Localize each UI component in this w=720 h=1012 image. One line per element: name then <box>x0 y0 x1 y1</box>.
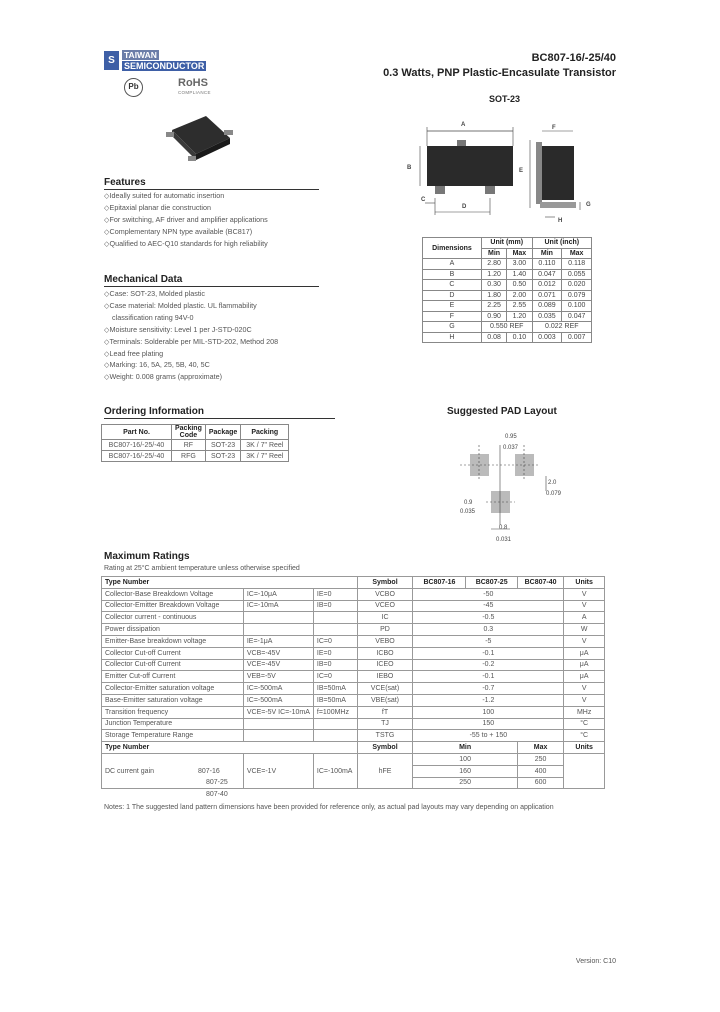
table-cell: IC=0 <box>313 671 357 683</box>
table-cell: VBE(sat) <box>357 694 413 706</box>
part-number-title: BC807-16/-25/40 <box>531 52 616 64</box>
table-cell: 1.80 <box>481 290 506 301</box>
pad-dim-top-in: 0.037 <box>503 445 519 451</box>
table-cell: 0.50 <box>507 280 532 291</box>
table-cell: MHz <box>564 706 605 718</box>
table-cell: IC <box>357 612 413 624</box>
table-cell: 1.20 <box>507 311 532 322</box>
table-cell <box>243 612 313 624</box>
table-cell: 0.118 <box>562 259 592 270</box>
table-cell: 250 <box>517 753 563 765</box>
table-cell: ICBO <box>357 647 413 659</box>
table-cell: RF <box>172 440 206 451</box>
pad-dim-top-mm: 0.95 <box>505 434 517 440</box>
table-cell: 0.007 <box>562 332 592 343</box>
dim-label-b: B <box>407 165 412 171</box>
table-cell: 600 <box>517 777 563 789</box>
table-row <box>102 647 605 659</box>
table-cell <box>313 718 357 730</box>
table-header: BC807-40 <box>517 577 563 589</box>
table-cell: IC=-10mA <box>243 600 313 612</box>
table-cell: 0.071 <box>532 290 562 301</box>
dim-label-f: F <box>552 125 556 131</box>
table-cell: 0.089 <box>532 301 562 312</box>
table-cell: 0.055 <box>562 269 592 280</box>
table-header: Symbol <box>357 577 413 589</box>
table-cell: IB=50mA <box>313 683 357 695</box>
table-cell: 0.047 <box>532 269 562 280</box>
table-cell: °C <box>564 718 605 730</box>
table-cell: 3K / 7" Reel <box>241 440 289 451</box>
table-cell: VCEO <box>357 600 413 612</box>
company-name-line1: TAIWAN <box>124 50 157 60</box>
table-cell: SOT-23 <box>205 440 240 451</box>
table-cell: 1.40 <box>507 269 532 280</box>
document-subtitle: 0.3 Watts, PNP Plastic-Encasulate Transistor <box>383 67 616 79</box>
table-cell: A <box>564 612 605 624</box>
table-header: Max <box>517 742 563 754</box>
table-cell <box>313 624 357 636</box>
table-row <box>102 718 605 730</box>
table-cell: 0.30 <box>481 280 506 291</box>
table-row <box>423 311 592 322</box>
table-header: Packing Code <box>172 425 206 440</box>
table-row <box>102 588 605 600</box>
table-cell: 0.90 <box>481 311 506 322</box>
company-name-line2: SEMICONDUCTOR <box>124 61 205 71</box>
table-cell: 2.25 <box>481 301 506 312</box>
table-cell: 1.20 <box>481 269 506 280</box>
pad-layout-drawing <box>460 440 570 540</box>
table-cell: -45 <box>413 600 564 612</box>
table-cell: TJ <box>357 718 413 730</box>
version-label: Version: C10 <box>575 958 616 965</box>
table-row <box>423 301 592 312</box>
table-cell: 2.55 <box>507 301 532 312</box>
gain-type: 807-16 <box>197 767 220 775</box>
gain-type: 807-40 <box>206 791 228 798</box>
table-cell: IEBO <box>357 671 413 683</box>
table-cell <box>564 753 605 788</box>
table-cell: TSTG <box>357 730 413 742</box>
dim-label-g: G <box>586 202 591 208</box>
table-cell: C <box>423 280 482 291</box>
table-cell: 0.110 <box>532 259 562 270</box>
table-header-row <box>102 577 605 589</box>
list-item: ◇Lead free plating <box>104 348 164 358</box>
table-cell: B <box>423 269 482 280</box>
table-cell: VCBO <box>357 588 413 600</box>
table-header: BC807-16 <box>413 577 466 589</box>
table-cell: °C <box>564 730 605 742</box>
pad-dim-left-in: 0.035 <box>460 509 476 515</box>
table-header: Symbol <box>357 742 413 754</box>
table-cell: A <box>423 259 482 270</box>
table-cell: -0.2 <box>413 659 564 671</box>
table-cell: IE=-1μA <box>243 635 313 647</box>
table-cell: 2.80 <box>481 259 506 270</box>
pad-dim-right-mm: 2.0 <box>548 480 557 486</box>
gain-label-text: DC current gain <box>105 767 155 775</box>
table-cell: f=100MHz <box>313 706 357 718</box>
pad-dim-bot-in: 0.031 <box>496 537 512 543</box>
ratings-heading: Maximum Ratings <box>104 551 190 562</box>
gain-symbol: hFE <box>357 753 413 788</box>
table-header: Packing <box>241 425 289 440</box>
table-cell: 0.10 <box>507 332 532 343</box>
table-cell: Storage Temperature Range <box>102 730 244 742</box>
table-header-row <box>102 425 289 440</box>
table-cell: IE=0 <box>313 588 357 600</box>
table-header: Type Number <box>102 742 358 754</box>
table-cell: -0.1 <box>413 671 564 683</box>
dimensions-table <box>422 237 592 343</box>
table-cell: μA <box>564 671 605 683</box>
transistor-photo-icon <box>160 108 240 168</box>
table-cell: Collector-Base Breakdown Voltage <box>102 588 244 600</box>
table-cell: 3.00 <box>507 259 532 270</box>
table-cell: ICEO <box>357 659 413 671</box>
table-cell: Base-Emitter saturation voltage <box>102 694 244 706</box>
gain-condition: IC=-100mA <box>313 753 357 788</box>
table-cell: Collector-Emitter Breakdown Voltage <box>102 600 244 612</box>
table-cell: -0.7 <box>413 683 564 695</box>
table-header: Units <box>564 742 605 754</box>
table-cell: Collector current - continuous <box>102 612 244 624</box>
table-header: Units <box>564 577 605 589</box>
table-cell <box>243 718 313 730</box>
list-item: ◇Weight: 0.008 grams (approximate) <box>104 372 223 382</box>
list-item: ◇Terminals: Solderable per MIL-STD-202, Method 208 <box>104 336 279 346</box>
table-cell: 0.003 <box>532 332 562 343</box>
table-cell <box>313 612 357 624</box>
table-header: Dimensions <box>423 238 482 259</box>
table-cell: V <box>564 635 605 647</box>
pad-dim-left-mm: 0.9 <box>464 500 473 506</box>
pad-layout-heading: Suggested PAD Layout <box>447 406 557 417</box>
table-cell: IE=0 <box>313 647 357 659</box>
table-cell: RFG <box>172 451 206 462</box>
mechanical-list <box>104 288 278 383</box>
package-label: SOT-23 <box>489 94 521 104</box>
table-cell: Transition frequency <box>102 706 244 718</box>
list-item: ◇Moisture sensitivity: Level 1 per J-STD-020C <box>104 324 252 334</box>
list-item: ◇Case: SOT-23, Molded plastic <box>104 289 206 298</box>
gain-condition: VCE=-1V <box>243 753 313 788</box>
table-cell: IC=-500mA <box>243 694 313 706</box>
table-row <box>102 600 605 612</box>
table-cell: PD <box>357 624 413 636</box>
table-cell: Emitter-Base breakdown voltage <box>102 635 244 647</box>
rohs-compliance-text: COMPLIANCE <box>178 90 211 95</box>
table-cell: μA <box>564 647 605 659</box>
table-cell: V <box>564 588 605 600</box>
table-header: Max <box>562 248 592 259</box>
table-row <box>102 683 605 695</box>
table-cell: 0.022 REF <box>532 322 591 333</box>
table-cell: 0.550 REF <box>481 322 532 333</box>
ordering-heading: Ordering Information <box>104 406 335 419</box>
dim-label-c: C <box>421 197 426 203</box>
table-cell: IB=0 <box>313 659 357 671</box>
table-cell: IC=0 <box>313 635 357 647</box>
table-row <box>102 671 605 683</box>
table-header: Min <box>532 248 562 259</box>
table-header: Part No. <box>102 425 172 440</box>
table-cell: Emitter Cut-off Current <box>102 671 244 683</box>
table-header: Min <box>481 248 506 259</box>
table-row <box>102 624 605 636</box>
features-heading: Features <box>104 177 319 190</box>
table-cell: BC807-16/-25/-40 <box>102 451 172 462</box>
table-row <box>102 706 605 718</box>
table-cell: 150 <box>413 718 564 730</box>
table-cell: 0.100 <box>562 301 592 312</box>
table-cell: 400 <box>517 765 563 777</box>
table-cell: -0.1 <box>413 647 564 659</box>
table-cell: μA <box>564 659 605 671</box>
table-header-row <box>102 742 605 754</box>
table-cell: D <box>423 290 482 301</box>
dim-label-a: A <box>461 122 466 128</box>
table-header: Unit (mm) <box>481 238 532 249</box>
table-cell: Collector-Emitter saturation voltage <box>102 683 244 695</box>
rohs-logo: RoHS <box>178 77 208 89</box>
table-header: Unit (inch) <box>532 238 591 249</box>
list-item: ◇For switching, AF driver and amplifier applications <box>104 214 268 224</box>
dim-label-d: D <box>462 204 467 210</box>
list-item: ◇Qualified to AEC-Q10 standards for high reliability <box>104 238 268 248</box>
table-cell: Power dissipation <box>102 624 244 636</box>
table-header: Max <box>507 248 532 259</box>
table-cell: VEB=-5V <box>243 671 313 683</box>
table-cell: 0.079 <box>562 290 592 301</box>
table-row <box>102 659 605 671</box>
company-logo-mark: S <box>104 51 119 70</box>
table-cell: 100 <box>413 753 517 765</box>
ratings-body <box>102 588 605 741</box>
list-item: ◇Epitaxial planar die construction <box>104 202 212 212</box>
table-row <box>423 322 592 333</box>
table-cell: 250 <box>413 777 517 789</box>
table-cell: G <box>423 322 482 333</box>
table-cell: VCB=-45V <box>243 647 313 659</box>
table-row <box>102 635 605 647</box>
table-header: Min <box>413 742 517 754</box>
features-list <box>104 190 268 250</box>
table-cell: E <box>423 301 482 312</box>
table-cell: 0.3 <box>413 624 564 636</box>
pb-free-icon: Pb <box>124 78 143 97</box>
table-cell: Junction Temperature <box>102 718 244 730</box>
table-cell: IB=50mA <box>313 694 357 706</box>
ordering-table <box>101 424 289 462</box>
table-row <box>423 280 592 291</box>
table-row <box>102 451 289 462</box>
table-row <box>102 694 605 706</box>
table-cell: 0.035 <box>532 311 562 322</box>
footnote: Notes: 1 The suggested land pattern dimensions have been provided for reference only, as actual pad layouts may vary depending on application <box>104 804 554 811</box>
gain-type: 807-25 <box>206 779 228 786</box>
table-cell: VCE=-5V IC=-10mA <box>243 706 313 718</box>
table-header: Package <box>205 425 240 440</box>
pad-dim-bot-mm: 0.8 <box>499 525 508 531</box>
pad-dim-right-in: 0.079 <box>546 491 562 497</box>
table-cell: 0.020 <box>562 280 592 291</box>
table-cell: IC=-10μA <box>243 588 313 600</box>
table-cell: -5 <box>413 635 564 647</box>
table-cell <box>313 730 357 742</box>
sot23-outline-drawing <box>405 118 605 230</box>
table-cell: 3K / 7" Reel <box>241 451 289 462</box>
table-cell: 160 <box>413 765 517 777</box>
ratings-subtitle: Rating at 25°C ambient temperature unless otherwise specified <box>104 565 300 572</box>
table-cell: -0.5 <box>413 612 564 624</box>
mechanical-heading: Mechanical Data <box>104 274 319 287</box>
table-cell: VCE=-45V <box>243 659 313 671</box>
table-cell <box>243 730 313 742</box>
table-cell: IC=-500mA <box>243 683 313 695</box>
table-cell: -55 to + 150 <box>413 730 564 742</box>
table-cell: 2.00 <box>507 290 532 301</box>
table-cell: Collector Cut-off Current <box>102 647 244 659</box>
table-header: Type Number <box>102 577 358 589</box>
table-cell: V <box>564 694 605 706</box>
table-row <box>102 753 605 765</box>
table-cell: V <box>564 600 605 612</box>
table-cell: fT <box>357 706 413 718</box>
table-cell: W <box>564 624 605 636</box>
list-item: ◇Complementary NPN type available (BC817) <box>104 226 253 236</box>
table-cell: 0.012 <box>532 280 562 291</box>
table-cell: 0.047 <box>562 311 592 322</box>
table-cell: -50 <box>413 588 564 600</box>
table-cell: H <box>423 332 482 343</box>
table-cell: IB=0 <box>313 600 357 612</box>
table-cell: VCE(sat) <box>357 683 413 695</box>
table-cell: F <box>423 311 482 322</box>
table-row <box>102 440 289 451</box>
table-row <box>102 612 605 624</box>
table-row <box>423 269 592 280</box>
table-cell: VEBO <box>357 635 413 647</box>
dim-label-e: E <box>519 168 524 174</box>
table-cell: 0.08 <box>481 332 506 343</box>
table-cell: BC807-16/-25/-40 <box>102 440 172 451</box>
list-item: ◇Ideally suited for automatic insertion <box>104 191 225 200</box>
table-cell: SOT-23 <box>205 451 240 462</box>
table-row <box>102 730 605 742</box>
list-item: ◇Case material: Molded plastic. UL flammability <box>104 300 257 310</box>
dim-label-h: H <box>558 218 563 224</box>
table-row <box>423 332 592 343</box>
table-cell: 100 <box>413 706 564 718</box>
table-header: BC807-25 <box>466 577 517 589</box>
table-cell <box>243 624 313 636</box>
ratings-table <box>101 576 605 789</box>
table-cell: -1.2 <box>413 694 564 706</box>
table-cell: V <box>564 683 605 695</box>
list-item: classification rating 94V-0 <box>112 312 194 322</box>
table-header-row <box>423 238 592 249</box>
table-row <box>423 259 592 270</box>
list-item: ◇Marking: 16, 5A, 25, 5B, 40, 5C <box>104 360 210 370</box>
table-cell: Collector Cut-off Current <box>102 659 244 671</box>
table-row <box>423 290 592 301</box>
